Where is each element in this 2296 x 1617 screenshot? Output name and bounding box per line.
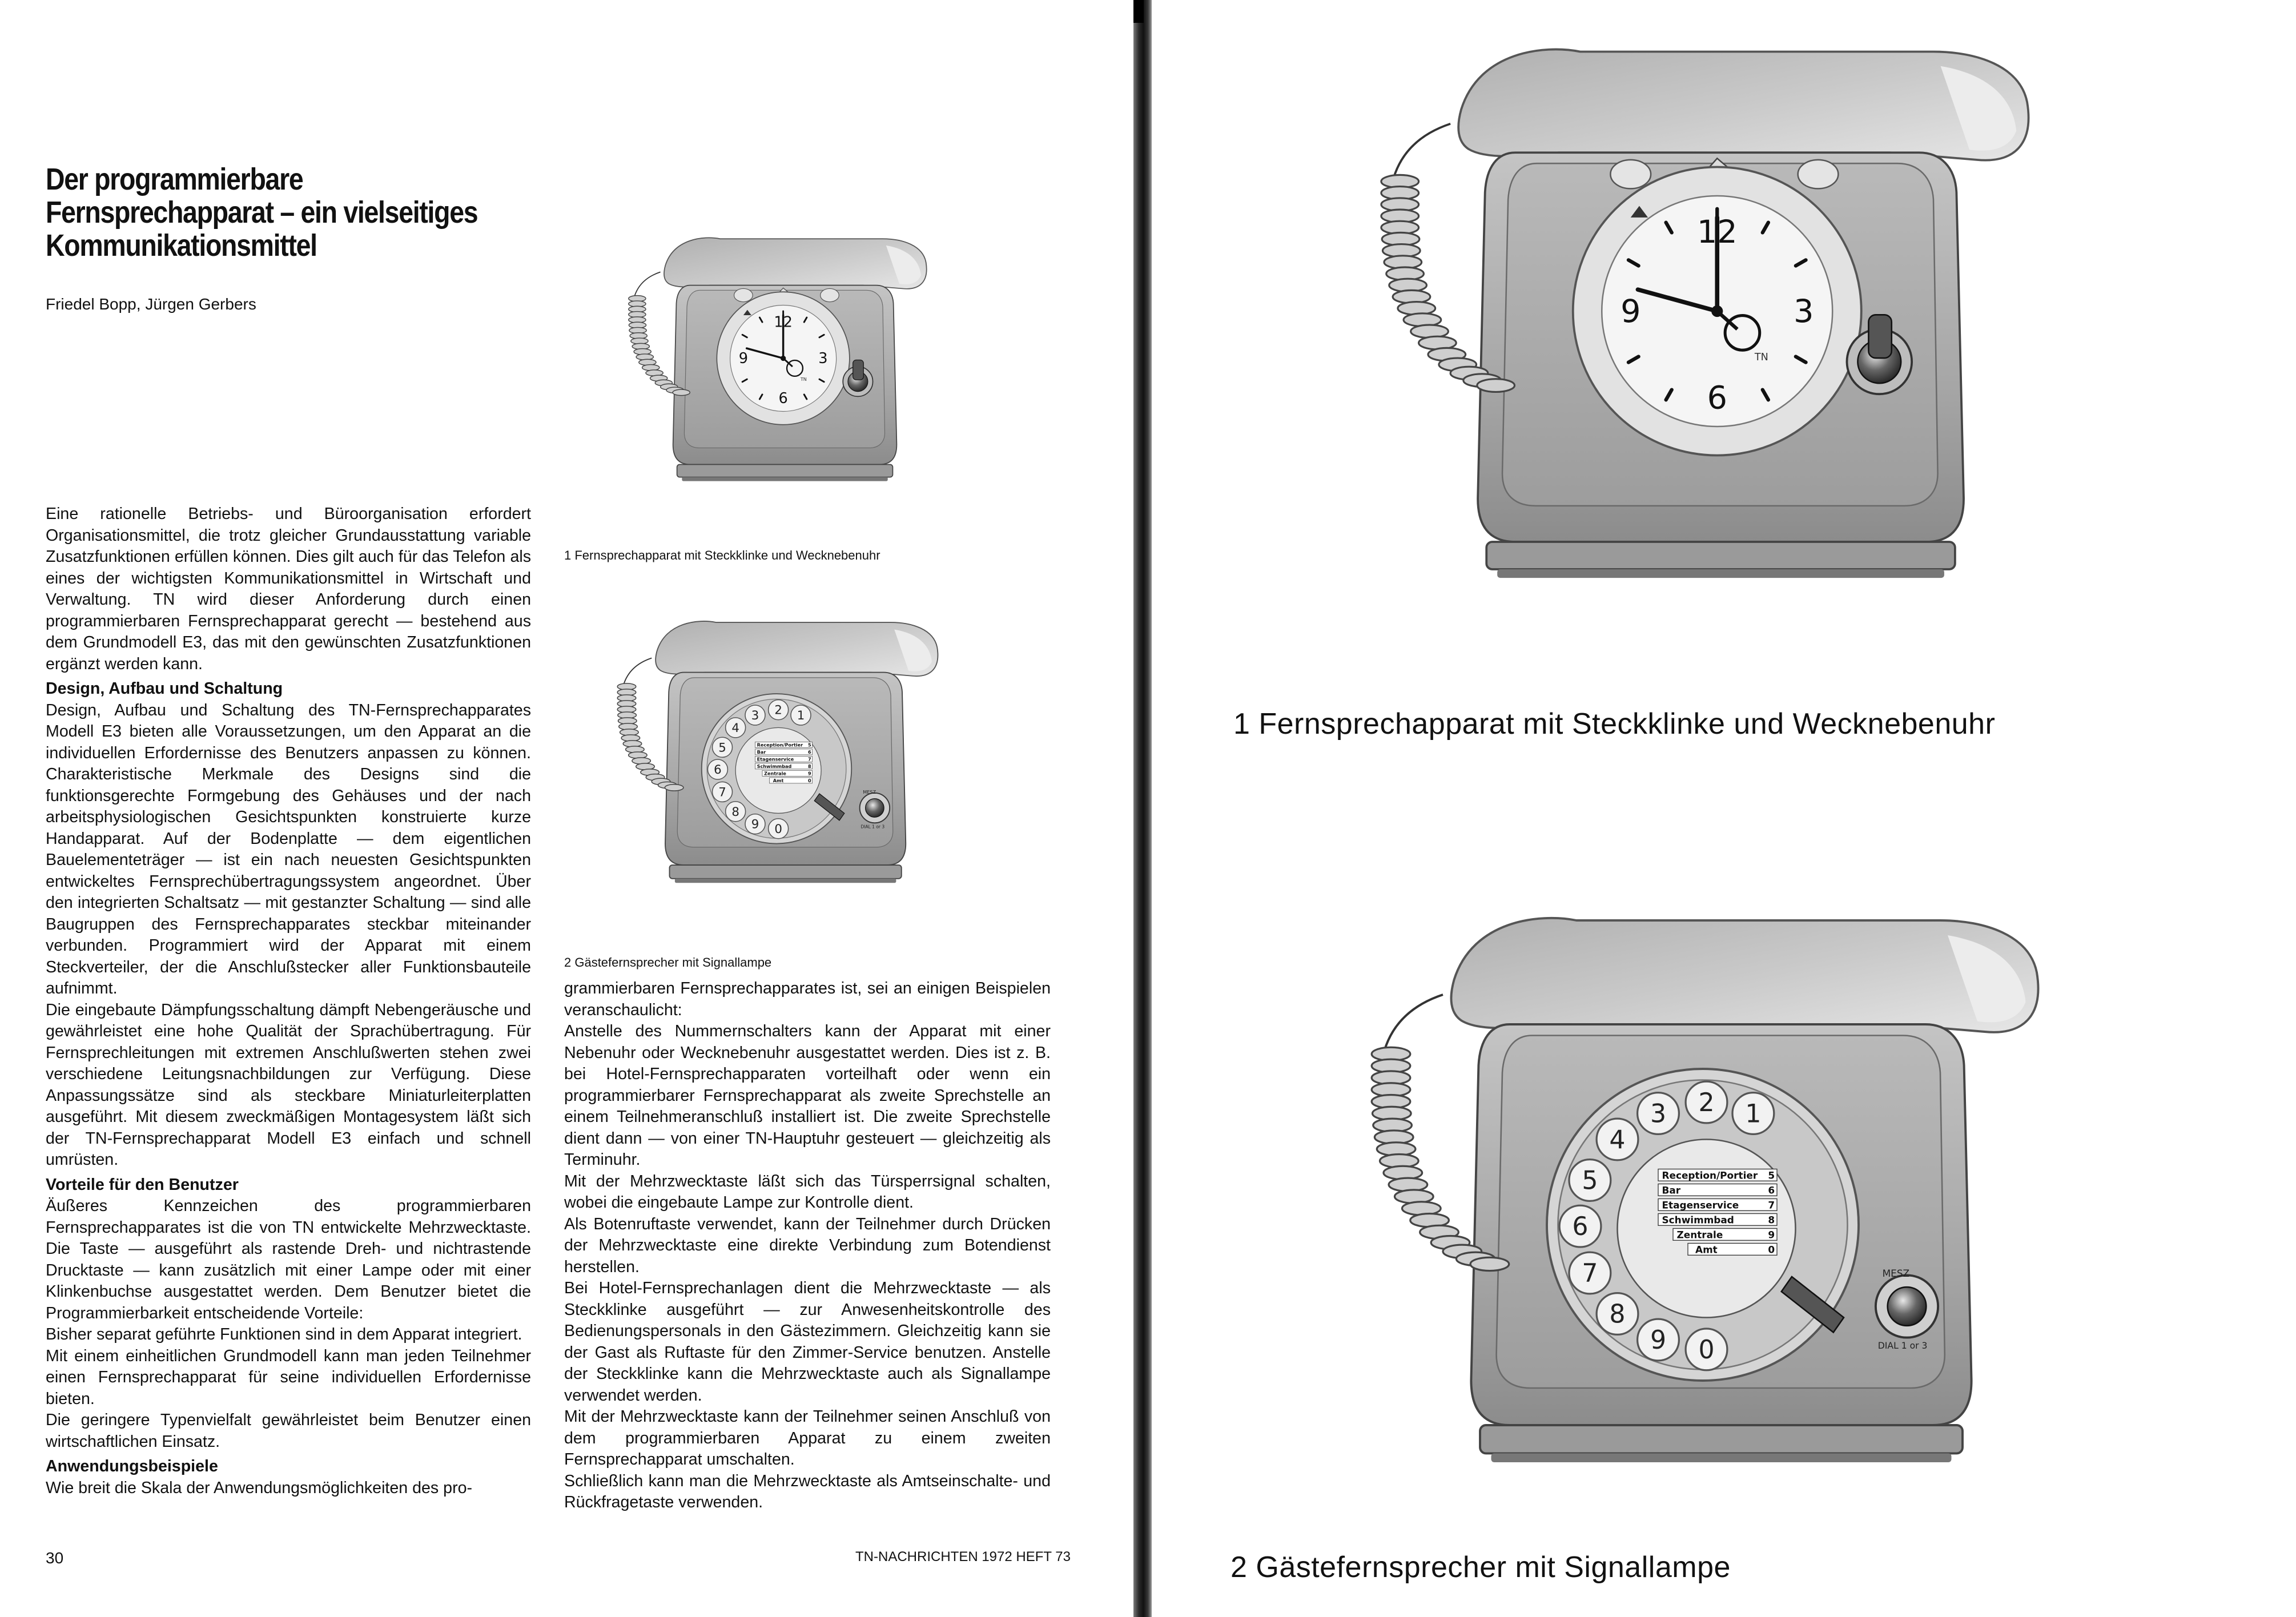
paragraph: Schließlich kann man die Mehrzwecktaste als Amtseinschalte- und Rückfragetaste verwenden. — [564, 1471, 1051, 1511]
title-line: Kommunikationsmittel — [46, 228, 317, 263]
title-line: Fernsprechapparat – ein vielseitiges — [46, 195, 478, 230]
gutter-tab — [1133, 0, 1144, 23]
paragraph: Die geringere Typenvielfalt gewährleistet beim Benutzer einen wirtschaftlichen Einsatz. — [46, 1411, 531, 1451]
section-heading: Anwendungsbeispiele — [46, 1457, 218, 1475]
publication-footer: TN-NACHRICHTEN 1972 HEFT 73 — [855, 1549, 1071, 1564]
photo-clock-phone-small — [571, 226, 982, 491]
paragraph: Eine rationelle Betriebs- und Büroorganisation erfordert Organisationsmittel, die trotz gleicher Grundausstattung variable Zusatzfunktionen erfüllen können. Dies gilt auch für das Telefon als eines der wichtigsten Kommunikationsmittel in Wirtschaft und Verwaltung. TN wird dieser Anforderung durch einen programmierbaren Fernsprechapparat gerecht — bestehend aus dem Grundmodell E3, das mit den gewünschten Zusatzfunktionen ergänzt werden kann. — [46, 505, 531, 673]
figure-caption-large-2: 2 Gästefernsprecher mit Signallampe — [1231, 1551, 1731, 1584]
paragraph: Mit einem einheitlichen Grundmodell kann man jeden Teilnehmer einen Fernsprechapparat für seine individuellen Erfordernisse bieten. — [46, 1346, 531, 1408]
paragraph: Als Botenruftaste verwendet, kann der Teilnehmer durch Drücken der Mehrzwecktaste eine direkte Verbindung zum Botendienst herstellen. — [564, 1214, 1051, 1276]
left-page — [0, 0, 1133, 1617]
section-heading: Design, Aufbau und Schaltung — [46, 679, 283, 698]
photo-dial-phone-large — [1257, 891, 2148, 1485]
paragraph: Wie breit die Skala der Anwendungsmöglichkeiten des pro- — [46, 1478, 473, 1497]
page-number: 30 — [46, 1549, 64, 1567]
paragraph: Die eingebaute Dämpfungsschaltung dämpft Nebengeräusche und gewährleistet eine hohe Qualität der Sprachübertragung. Für Fernsprechleitungen mit extremen Anschlußwerten stehen zwei verschiedene Leitungsnachbildungen zur Verfügung. Diese Anpassungssätze sind als steckbare Miniaturleiterplatten ausgeführt. Mit diesem zweckmäßigen Montagesystem läßt sich der TN-Fernsprechapparat Modell E3 einfach und schnell umrüsten. — [46, 1000, 531, 1169]
paragraph: Design, Aufbau und Schaltung des TN-Fernsprechapparates Modell E3 bieten alle Voraussetzungen, um den Apparat an die individuellen Erfordernisse des Benutzers anpassen zu können. Charakteristische Merkmale des Designs sind die funktionsgerechte Formgebung des Gehäuses und der nach arbeitsphysiologischen Gesichtspunkten konstruierte kurze Handapparat. Auf der Bodenplatte — dem eigentlichen Bauelementeträger — ist ein nach neuesten Gesichtspunkten entwickeltes Fernsprechübertragungssystem angeordnet. Über den integrierten Schaltsatz — mit gestanzter Schaltung — sind alle Baugruppen des Fernsprechapparates steckbar miteinander verbunden. Programmiert wird der Apparat mit einem Steckverteiler, der die Anschlußstecker aller Funktionsbauteile aufnimmt. — [46, 701, 531, 997]
figure-caption-large-1: 1 Fernsprechapparat mit Steckklinke und Wecknebenuhr — [1233, 707, 1996, 741]
photo-dial-phone-small — [571, 608, 982, 894]
figure-caption-2: 2 Gästefernsprecher mit Signallampe — [564, 955, 772, 970]
paragraph: Bisher separat geführte Funktionen sind in dem Apparat integriert. — [46, 1325, 522, 1344]
article-title — [46, 163, 488, 262]
section-heading: Vorteile für den Benutzer — [46, 1175, 239, 1194]
text-column-2 — [564, 978, 1051, 1514]
figure-caption-1: 1 Fernsprechapparat mit Steckklinke und Wecknebenuhr — [564, 548, 880, 562]
paragraph: Anstelle des Nummernschalters kann der Apparat mit einer Nebenuhr oder Wecknebenuhr ausgestattet werden. Dies ist z. B. bei Hotel-Fernsprechapparaten vorteilhaft oder wenn ein programmierbarer Fernsprechapparat als zweite Sprechstelle an einem Teilnehmeranschluß installiert ist. Die zweite Sprechstelle dient dann — von einer TN-Hauptuhr gesteuert — gleichzeitig als Terminuhr. — [564, 1022, 1051, 1169]
right-page — [1152, 0, 2296, 1617]
title-line: Der programmierbare — [46, 162, 303, 196]
book-gutter — [1133, 0, 1152, 1617]
paragraph: Bei Hotel-Fernsprechanlagen dient die Mehrzwecktaste — als Steckklinke ausgeführt — zur Anwesenheitskontrolle des Bedienungspersonals in den Gästezimmern. Gleichzeitig kann sie der Gast als Ruftaste für den Zimmer-Service benutzen. Anstelle der Steckklinke kann die Mehrzwecktaste auch als Signallampe verwendet werden. — [564, 1279, 1051, 1405]
authors: Friedel Bopp, Jürgen Gerbers — [46, 295, 256, 313]
text-column-1 — [46, 504, 531, 1499]
photo-clock-phone-large — [1257, 23, 2148, 600]
paragraph: Mit der Mehrzwecktaste läßt sich das Türsperrsignal schalten, wobei die eingebaute Lampe zur Kontrolle dient. — [564, 1172, 1051, 1212]
paragraph: grammierbaren Fernsprechapparates ist, sei an einigen Beispielen veranschaulicht: — [564, 979, 1051, 1019]
paragraph: Mit der Mehrzwecktaste kann der Teilnehmer seinen Anschluß von dem programmierbaren Apparat zu einem zweiten Fernsprechapparat umschalten. — [564, 1407, 1051, 1469]
paragraph: Äußeres Kennzeichen des programmierbaren Fernsprechapparates ist die von TN entwickelte Mehrzwecktaste. Die Taste — ausgeführt als rastende Dreh- und nichtrastende Drucktaste — kann zusätzlich mit einer Lampe oder mit einer Klinkenbuchse ausgestattet werden. Dem Benutzer bietet die Programmierbarkeit entscheidende Vorteile: — [46, 1197, 531, 1322]
